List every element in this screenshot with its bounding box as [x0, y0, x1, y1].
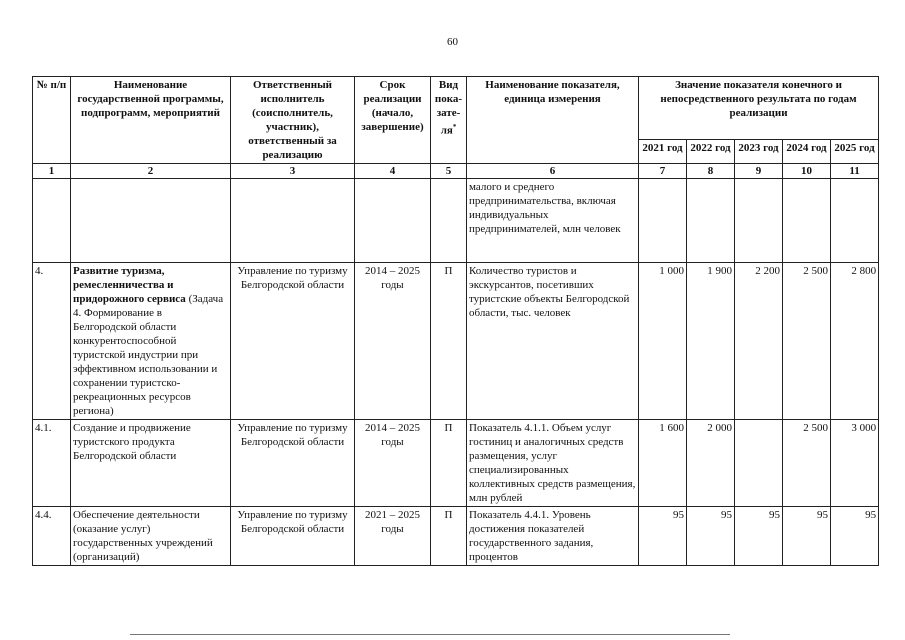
header-num: № п/п: [33, 77, 71, 164]
row-name: Развитие туризма, ремесленничества и придорожного сервиса (Задача 4. Формирование в Белгородской области конкурентоспособной туристской индустрии при эффективном использовании и сохранении туристско-рекреационных ресурсов региона): [71, 263, 231, 420]
column-index-row: [33, 164, 879, 179]
column-index: 5: [431, 164, 467, 179]
row-value-2025: 3 000: [831, 420, 879, 507]
page-number: 60: [447, 36, 458, 48]
table-row: [33, 263, 879, 420]
table-row: [33, 179, 879, 263]
header-responsible: Ответственный исполнитель (соисполнитель, участник), ответственный за реализацию: [231, 77, 355, 164]
row-value-2024: 95: [783, 507, 831, 566]
column-index: 10: [783, 164, 831, 179]
row-value-2021: 1 000: [639, 263, 687, 420]
year-header: 2023 год: [735, 140, 783, 164]
header-type: Вид пока-зате-ля*: [431, 77, 467, 164]
row-type: П: [431, 507, 467, 566]
row-term: 2014 – 2025 годы: [355, 263, 431, 420]
row-num: 4.: [33, 263, 71, 420]
row-name: Создание и продвижение туристского продукта Белгородской области: [71, 420, 231, 507]
row-type: [431, 179, 467, 263]
row-indicator: малого и среднего предпринимательства, включая индивидуальных предпринимателей, млн человек: [467, 179, 639, 263]
row-num: [33, 179, 71, 263]
column-index: 8: [687, 164, 735, 179]
column-index: 7: [639, 164, 687, 179]
column-index: 4: [355, 164, 431, 179]
row-name: [71, 179, 231, 263]
row-value-2025: 95: [831, 507, 879, 566]
row-term: 2014 – 2025 годы: [355, 420, 431, 507]
row-type: П: [431, 420, 467, 507]
column-index: 6: [467, 164, 639, 179]
row-indicator: Показатель 4.4.1. Уровень достижения показателей государственного задания, процентов: [467, 507, 639, 566]
indicators-table: [32, 76, 879, 566]
column-index: 11: [831, 164, 879, 179]
header-term: Срок реализации (начало, завершение): [355, 77, 431, 164]
column-index: 9: [735, 164, 783, 179]
row-responsible: Управление по туризму Белгородской области: [231, 507, 355, 566]
row-indicator: Показатель 4.1.1. Объем услуг гостиниц и аналогичных средств размещения, услуг специализированных коллективных средств размещения, млн рублей: [467, 420, 639, 507]
row-value-2025: 2 800: [831, 263, 879, 420]
row-value-2023: [735, 179, 783, 263]
header-indicator: Наименование показателя, единица измерения: [467, 77, 639, 164]
row-value-2021: [639, 179, 687, 263]
row-value-2022: 95: [687, 507, 735, 566]
year-header: 2022 год: [687, 140, 735, 164]
row-value-2024: 2 500: [783, 263, 831, 420]
row-value-2021: 95: [639, 507, 687, 566]
row-name: Обеспечение деятельности (оказание услуг) государственных учреждений (организаций): [71, 507, 231, 566]
header-row: [33, 77, 879, 140]
row-num: 4.4.: [33, 507, 71, 566]
row-term: 2021 – 2025 годы: [355, 507, 431, 566]
row-value-2025: [831, 179, 879, 263]
row-indicator: Количество туристов и экскурсантов, посетивших туристские объекты Белгородской области, тыс. человек: [467, 263, 639, 420]
table-row: [33, 507, 879, 566]
row-value-2024: [783, 179, 831, 263]
row-value-2022: 2 000: [687, 420, 735, 507]
row-value-2022: 1 900: [687, 263, 735, 420]
row-term: [355, 179, 431, 263]
row-type: П: [431, 263, 467, 420]
row-value-2024: 2 500: [783, 420, 831, 507]
row-num: 4.1.: [33, 420, 71, 507]
column-index: 3: [231, 164, 355, 179]
header-name: Наименование государственной программы, подпрограмм, мероприятий: [71, 77, 231, 164]
year-header: 2021 год: [639, 140, 687, 164]
row-value-2021: 1 600: [639, 420, 687, 507]
row-value-2023: 2 200: [735, 263, 783, 420]
table-row: [33, 420, 879, 507]
row-responsible: [231, 179, 355, 263]
scan-edge-line: [130, 634, 730, 635]
column-index: 2: [71, 164, 231, 179]
column-index: 1: [33, 164, 71, 179]
header-values: Значение показателя конечного и непосредственного результата по годам реализации: [639, 77, 879, 140]
row-value-2022: [687, 179, 735, 263]
row-value-2023: [735, 420, 783, 507]
year-header: 2025 год: [831, 140, 879, 164]
year-header: 2024 год: [783, 140, 831, 164]
row-value-2023: 95: [735, 507, 783, 566]
row-responsible: Управление по туризму Белгородской области: [231, 263, 355, 420]
row-responsible: Управление по туризму Белгородской области: [231, 420, 355, 507]
